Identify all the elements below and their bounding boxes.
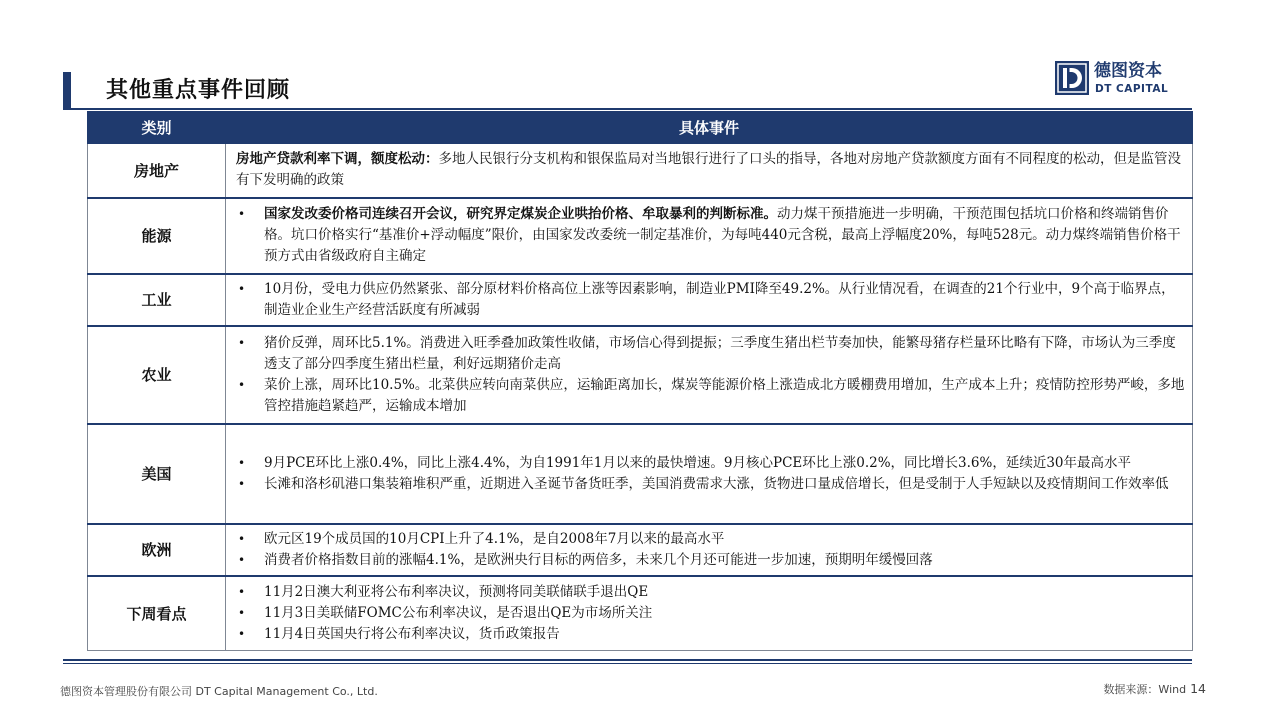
row-agriculture [88, 326, 1193, 424]
category-energy: 能源 [88, 198, 226, 274]
bullet-list [236, 279, 1186, 321]
paragraph [236, 149, 1186, 191]
bullet-list [236, 453, 1186, 495]
header-category: 类别 [88, 112, 226, 144]
category-next-week: 下周看点 [88, 576, 226, 651]
list-item: • 9月PCE环比上涨0.4%，同比上涨4.4%，为自1991年1月以来的最快增速。9月核心PCE环比上涨0.2%，同比增长3.6%，延续近30年最高水平 [236, 453, 1186, 474]
table-header-row [88, 112, 1193, 144]
lead-text: 房地产贷款利率下调，额度松动： [236, 151, 439, 168]
bottom-rule-thin [63, 663, 1192, 664]
category-real-estate: 房地产 [88, 144, 226, 198]
company-logo [1055, 61, 1195, 101]
row-industry [88, 274, 1193, 326]
title-accent-bar [63, 72, 71, 110]
dt-logo-mark-icon [1055, 61, 1089, 95]
events-table [87, 111, 1193, 651]
body-text: 动力煤干预措施进一步明确，干预范围包括坑口价格和终端销售价格。坑口价格实行“基准价+浮动幅度”限价，由国家发改委统一制定基准价，为每吨440元含税，最高上浮幅度20%，每吨528元。动力煤终端销售价格干预方式由省级政府自主确定 [264, 206, 1181, 264]
category-agriculture: 农业 [88, 326, 226, 424]
list-item: • 菜价上涨，周环比10.5%。北菜供应转向南菜供应，运输距离加长，煤炭等能源价格上涨造成北方暖棚费用增加，生产成本上升；疫情防控形势严峻，多地管控措施趋紧趋严，运输成本增加 [236, 375, 1186, 417]
category-europe: 欧洲 [88, 524, 226, 576]
events-industry [226, 274, 1193, 326]
source-text: 数据来源：Wind [1103, 683, 1187, 696]
footer-company: 德图资本管理股份有限公司 DT Capital Management Co., Ltd. [60, 685, 378, 698]
list-item [236, 204, 1186, 267]
row-next-week [88, 576, 1193, 651]
list-item: • 欧元区19个成员国的10月CPI上升了4.1%，是自2008年7月以来的最高水平 [236, 529, 1186, 550]
list-item: • 11月3日美联储FOMC公布利率决议，是否退出QE为市场所关注 [236, 603, 1186, 624]
logo-text-en: DT CAPITAL [1095, 83, 1169, 95]
list-item: • 11月4日英国央行将公布利率决议，货币政策报告 [236, 624, 1186, 645]
logo-text-cn: 德图资本 [1094, 61, 1162, 81]
body-text: 多地人民银行分支机构和银保监局对当地银行进行了口头的指导，各地对房地产贷款额度方面有不同程度的松动，但是监管没有下发明确的政策 [236, 151, 1181, 189]
list-item: • 10月份，受电力供应仍然紧张、部分原材料价格高位上涨等因素影响，制造业PMI降至49.2%。从行业情况看，在调查的21个行业中，9个高于临界点，制造业企业生产经营活跃度有所减弱 [236, 279, 1186, 321]
bottom-rule [63, 659, 1192, 661]
events-europe [226, 524, 1193, 576]
bullet-list [236, 333, 1186, 417]
list-item: • 11月2日澳大利亚将公布利率决议，预测将同美联储联手退出QE [236, 582, 1186, 603]
page-number: 14 [1190, 681, 1206, 696]
footer-source [1103, 681, 1206, 697]
events-energy [226, 198, 1193, 274]
category-usa: 美国 [88, 424, 226, 524]
list-item: • 消费者价格指数目前的涨幅4.1%，是欧洲央行目标的两倍多，未来几个月还可能进一步加速，预期明年缓慢回落 [236, 550, 1186, 571]
row-usa [88, 424, 1193, 524]
page-title: 其他重点事件回顾 [106, 77, 291, 103]
title-underline [63, 108, 1192, 110]
category-industry: 工业 [88, 274, 226, 326]
list-item: • 猪价反弹，周环比5.1%。消费进入旺季叠加政策性收储，市场信心得到提振；三季度生猪出栏节奏加快，能繁母猪存栏量环比略有下降，市场认为三季度透支了部分四季度生猪出栏量，利好远期猪价走高 [236, 333, 1186, 375]
events-agriculture [226, 326, 1193, 424]
events-usa [226, 424, 1193, 524]
events-next-week [226, 576, 1193, 651]
row-europe [88, 524, 1193, 576]
lead-text: 国家发改委价格司连续召开会议，研究界定煤炭企业哄抬价格、牟取暴利的判断标准。 [264, 206, 777, 222]
row-real-estate [88, 144, 1193, 198]
bullet-list [236, 529, 1186, 571]
header-events: 具体事件 [226, 112, 1193, 144]
row-energy [88, 198, 1193, 274]
list-item: • 长滩和洛杉矶港口集装箱堆积严重，近期进入圣诞节备货旺季，美国消费需求大涨，货物进口量成倍增长，但是受制于人手短缺以及疫情期间工作效率低 [236, 474, 1186, 495]
bullet-list [236, 582, 1186, 645]
events-real-estate [226, 144, 1193, 198]
bullet-list [236, 204, 1186, 267]
